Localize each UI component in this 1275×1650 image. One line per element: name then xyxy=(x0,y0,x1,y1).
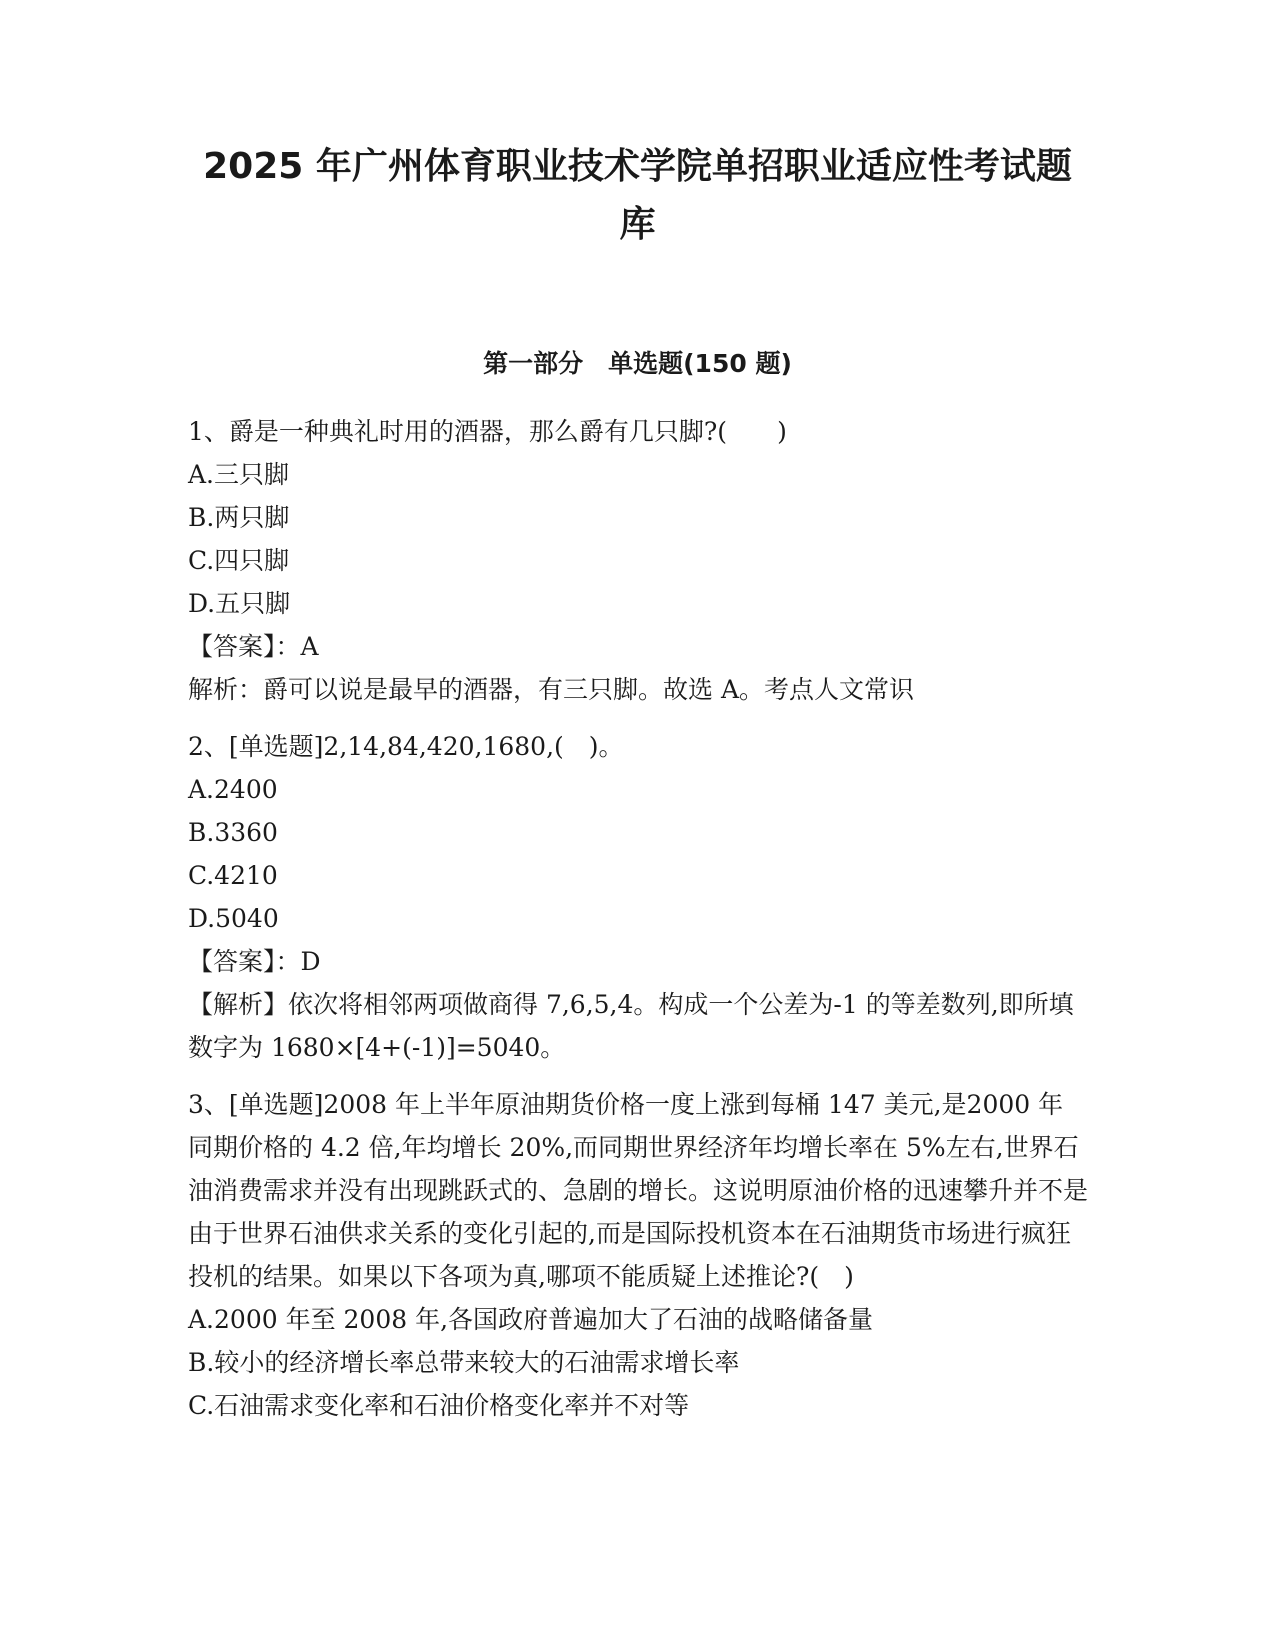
option-c: C.四只脚 xyxy=(188,546,290,575)
question-3 xyxy=(188,1083,1088,1427)
option-d: D.五只脚 xyxy=(188,589,291,618)
option-b: B.两只脚 xyxy=(188,503,290,532)
analysis: 解析：爵可以说是最早的酒器，有三只脚。故选 A。考点人文常识 xyxy=(188,675,915,704)
option-c: C.石油需求变化率和石油价格变化率并不对等 xyxy=(188,1391,690,1420)
document-title-line2: 库 xyxy=(619,204,656,245)
option-d: D.5040 xyxy=(188,904,279,933)
section-title: 第一部分 单选题(150 题) xyxy=(483,349,792,378)
question-1 xyxy=(188,410,1088,711)
option-a: A.2400 xyxy=(188,775,278,804)
question-stem: 3、[单选题]2008 年上半年原油期货价格一度上涨到每桶 147 美元,是2000 年同期价格的 4.2 倍,年均增长 20%,而同期世界经济年均增长率在 5%左右,世界石油消费需求并没有出现跳跃式的、急剧的增长。这说明原油价格的迅速攀升并不是由于世界石油供求关系的变化引起的,而是国际投机资本在石油期货市场进行疯狂投机的结果。如果以下各项为真,哪项不能质疑上述推论?( ) xyxy=(188,1090,1089,1291)
option-b: B.3360 xyxy=(188,818,278,847)
option-a: A.三只脚 xyxy=(188,460,290,489)
option-b: B.较小的经济增长率总带来较大的石油需求增长率 xyxy=(188,1348,740,1377)
analysis: 【解析】依次将相邻两项做商得 7,6,5,4。构成一个公差为-1 的等差数列,即所填数字为 1680×[4+(-1)]=5040。 xyxy=(188,990,1074,1062)
answer: 【答案】：D xyxy=(188,947,321,976)
question-stem: 2、[单选题]2,14,84,420,1680,( )。 xyxy=(188,732,624,761)
option-a: A.2000 年至 2008 年,各国政府普遍加大了石油的战略储备量 xyxy=(188,1305,874,1334)
document-title xyxy=(150,138,1125,254)
question-stem: 1、爵是一种典礼时用的酒器，那么爵有几只脚?( ) xyxy=(188,417,787,446)
question-2 xyxy=(188,725,1088,1069)
question-list xyxy=(188,410,1088,1441)
option-c: C.4210 xyxy=(188,861,278,890)
answer: 【答案】：A xyxy=(188,632,319,661)
document-title-line1: 2025 年广州体育职业技术学院单招职业适应性考试题 xyxy=(203,146,1072,187)
